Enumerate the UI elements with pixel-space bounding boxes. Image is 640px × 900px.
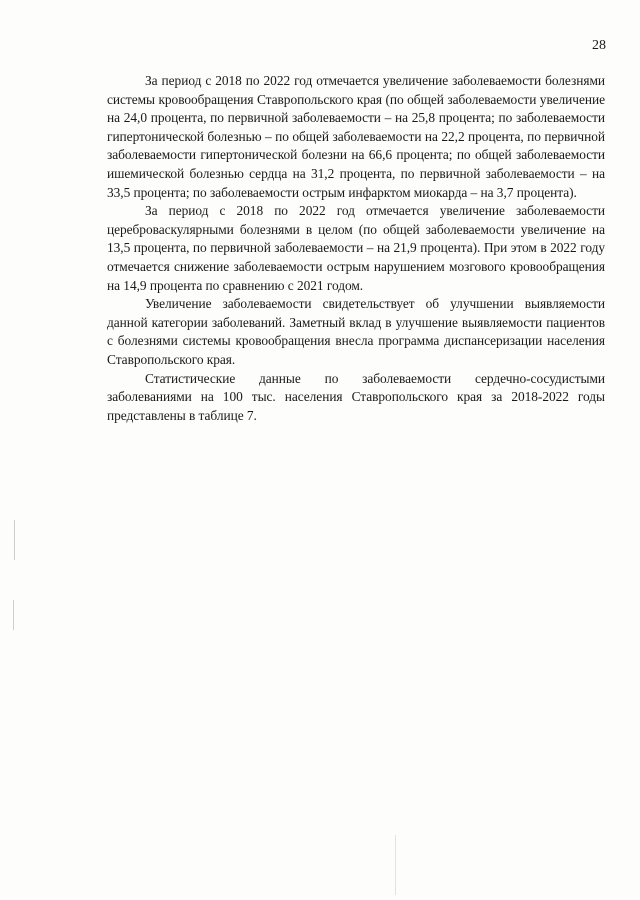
scan-artifact-line — [13, 600, 14, 630]
paragraph-circulatory-diseases: За период с 2018 по 2022 год отмечается увеличение заболеваемости болезнями системы кровообращения Ставропольского края (по общей заболеваемости увеличение на 24,0 процента, по первичной заболеваемости – на 25,8 процента; по заболеваемости гипертонической болезнью – по общей заболеваемости на 22,2 процента, по первичной заболеваемости гипертонической болезни на 66,6 процента; по общей заболеваемости ишемической болезнью сердца на 31,2 процента, по первичной заболеваемости – на 33,5 процента; по заболеваемости острым инфарктом миокарда – на 3,7 процента). — [107, 73, 605, 200]
paragraph-statistics-table-reference: Статистические данные по заболеваемости сердечно-сосудистыми заболеваниями на 100 тыс. населения Ставропольского края за 2018-2022 годы представлены в таблице 7. — [107, 370, 605, 423]
document-body — [107, 72, 605, 425]
scan-artifact-line — [14, 520, 15, 560]
paragraph-detection-improvement: Увеличение заболеваемости свидетельствует об улучшении выявляемости данной категории заболеваний. Заметный вклад в улучшение выявляемости пациентов с болезнями системы кровообращения внесла программа диспансеризации населения Ставропольского края. — [107, 296, 605, 367]
scan-artifact-line — [395, 835, 396, 895]
paragraph-cerebrovascular-diseases: За период с 2018 по 2022 год отмечается увеличение заболеваемости цереброваскулярными болезнями в целом (по общей заболеваемости увеличение на 13,5 процента, по первичной заболеваемости – на 21,9 процента). При этом в 2022 году отмечается снижение заболеваемости острым нарушением мозгового кровообращения на 14,9 процента по сравнению с 2021 годом. — [107, 203, 605, 293]
page-number: 28 — [592, 38, 606, 53]
